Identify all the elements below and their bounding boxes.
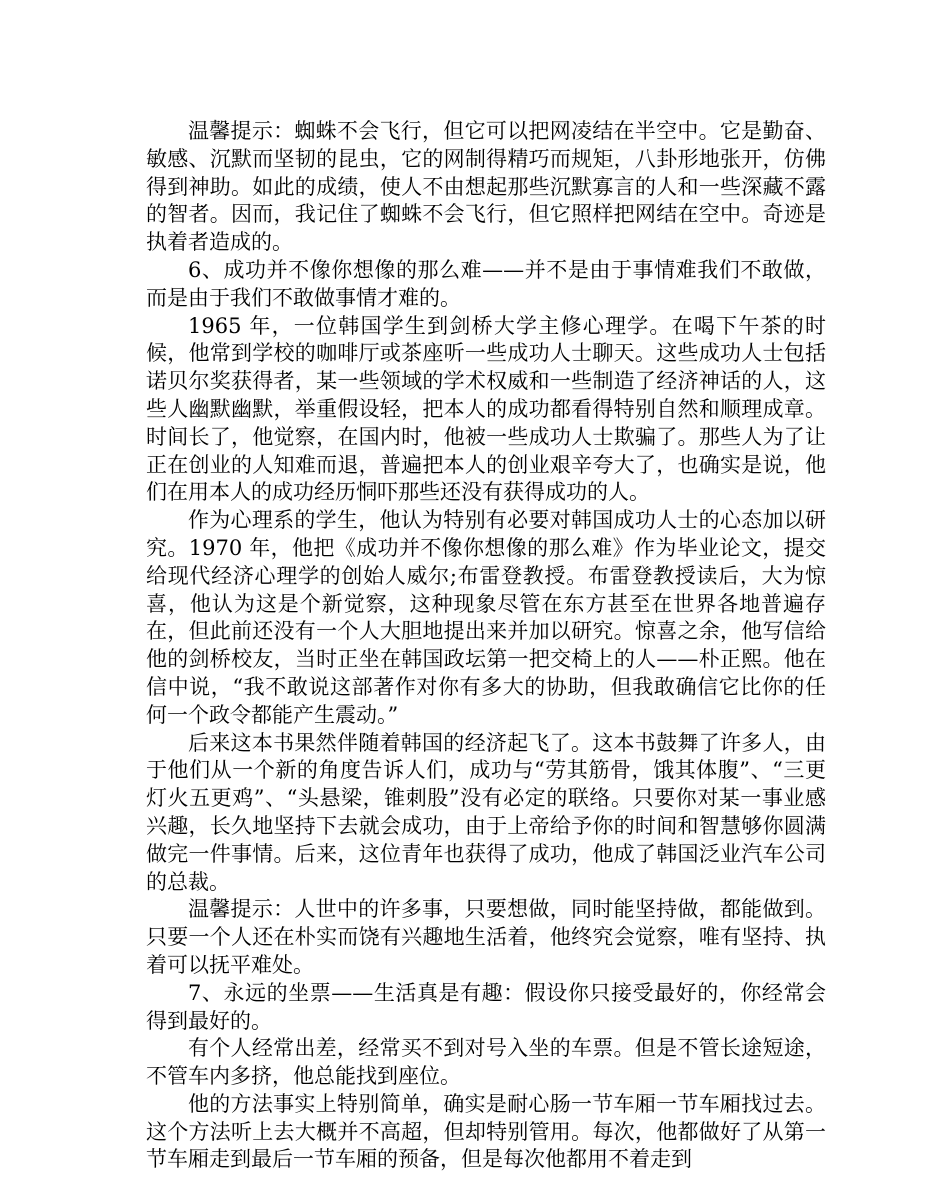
paragraph-story-seat: 有个人经常出差，经常买不到对号入坐的车票。但是不管长途短途，不管车内多挤，他总能找到座位。: [146, 1036, 826, 1089]
paragraph-tip-persistence: 温馨提示：人世中的许多事，只要想做，同时能坚持做，都能做到。只要一个人还在朴实而饶有兴趣地生活着，他终究会觉察，唯有坚持、执着可以抚平难处。: [146, 897, 826, 977]
paragraph-story-1970: 作为心理系的学生，他认为特别有必要对韩国成功人士的心态加以研究。1970 年，他把《成功并不像你想像的那么难》作为毕业论文，提交给现代经济心理学的创始人威尔;布雷登教授。布雷登教授读后，大为惊喜，他认为这是个新觉察，这种现象尽管在东方甚至在世界各地普遍存在，但此前还没有一个人大胆地提出来并加以研究。惊喜之余，他写信给他的剑桥校友，当时正坐在韩国政坛第一把交椅上的人——朴正熙。他在信中说，“我不敢说这部著作对你有多大的协助，但我敢确信它比你的任何一个政令都能产生震动。”: [146, 508, 826, 727]
paragraph-story-method: 他的方法事实上特别简单，确实是耐心肠一节车厢一节车厢找过去。这个方法听上去大概并不高超，但却特别管用。每次，他都做好了从第一节车厢走到最后一节车厢的预备，但是每次他都用不着走到: [146, 1091, 826, 1172]
paragraph-story-1965: 1965 年，一位韩国学生到剑桥大学主修心理学。在喝下午茶的时候，他常到学校的咖啡厅或茶座听一些成功人士聊天。这些成功人士包括诺贝尔奖获得者，某一些领域的学术权威和一些制造了经济神话的人，这些人幽默幽默，举重假设轻，把本人的成功都看得特别自然和顺理成章。时间长了，他觉察，在国内时，他被一些成功人士欺骗了。那些人为了让正在创业的人知难而退，普遍把本人的创业艰辛夸大了，也确实是说，他们在用本人的成功经历恫吓那些还没有获得成功的人。: [146, 313, 826, 505]
paragraph-heading-7: 7、永远的坐票——生活真是有趣：假设你只接受最好的，你经常会得到最好的。: [146, 980, 826, 1033]
document-body: [146, 118, 826, 1174]
paragraph-story-book: 后来这本书果然伴随着韩国的经济起飞了。这本书鼓舞了许多人，由于他们从一个新的角度告诉人们，成功与“劳其筋骨，饿其体腹”、“三更灯火五更鸡”、“头悬梁，锥刺股”没有必定的联络。只要你对某一事业感兴趣，长久地坚持下去就会成功，由于上帝给予你的时间和智慧够你圆满做完一件事情。后来，这位青年也获得了成功，他成了韩国泛业汽车公司的总裁。: [146, 730, 826, 894]
paragraph-heading-6: 6、成功并不像你想像的那么难——并不是由于事情难我们不敢做，而是由于我们不敢做事情才难的。: [146, 257, 826, 310]
paragraph-tip-spider: 温馨提示：蜘蛛不会飞行，但它可以把网凌结在半空中。它是勤奋、敏感、沉默而坚韧的昆虫，它的网制得精巧而规矩，八卦形地张开，仿佛得到神助。如此的成绩，使人不由想起那些沉默寡言的人和一些深藏不露的智者。因而，我记住了蜘蛛不会飞行，但它照样把网结在空中。奇迹是执着者造成的。: [146, 119, 826, 255]
